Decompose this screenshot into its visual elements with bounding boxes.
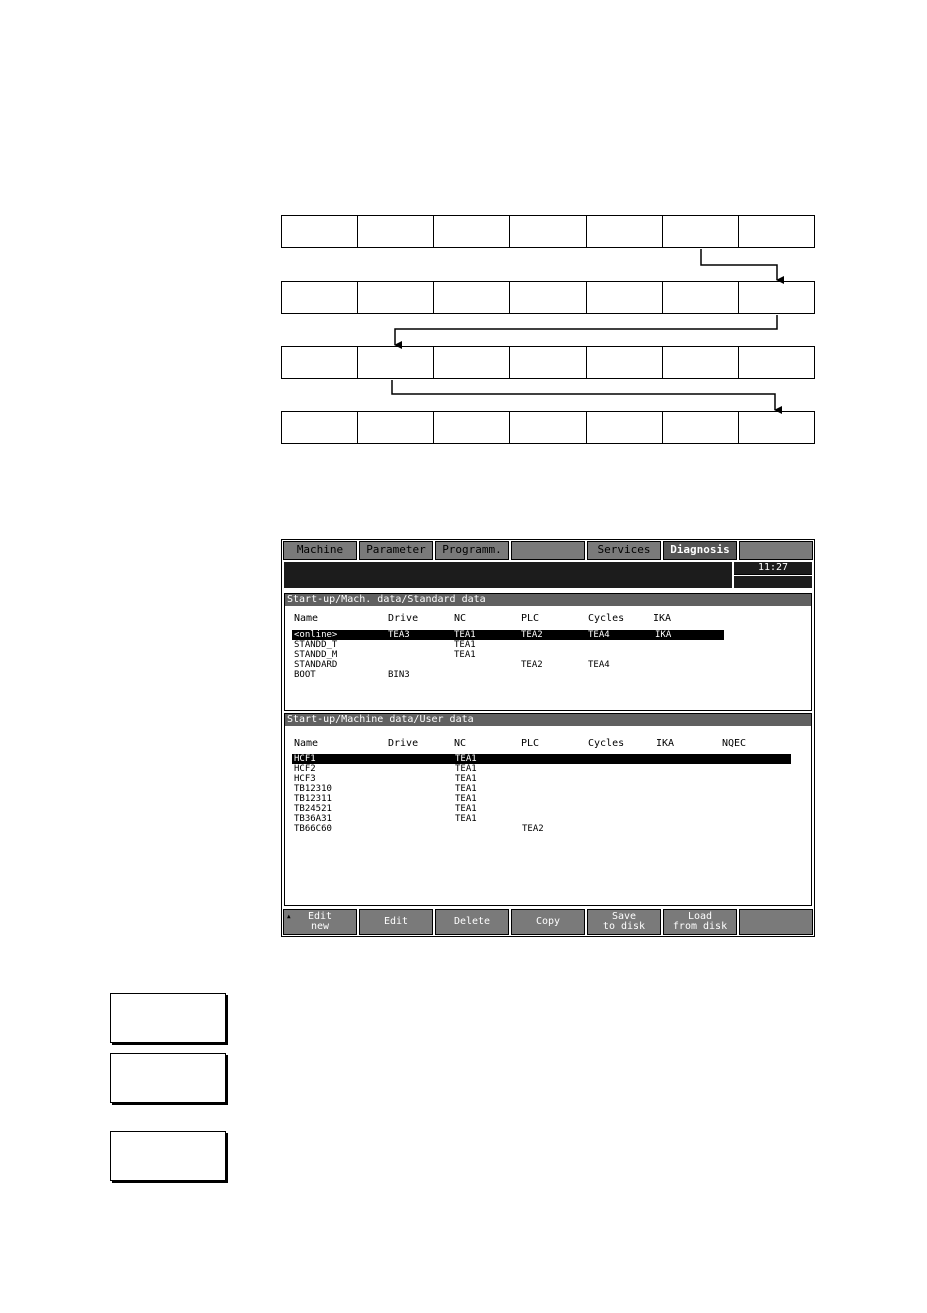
cell-drive: TEA3: [388, 630, 410, 640]
softkey-cell: [510, 282, 586, 313]
softkey-delete[interactable]: [435, 909, 509, 935]
softkey-row-1: [281, 215, 815, 248]
col-header-nc: NC: [454, 738, 467, 749]
softkey-cell: [587, 216, 663, 247]
col-header-name: Name: [294, 738, 319, 749]
softkey-bar: [282, 909, 814, 936]
cell-ika: IKA: [655, 630, 672, 640]
cell-name: TB12310: [294, 784, 332, 794]
col-header-name: Name: [294, 613, 319, 624]
softkey-cell: [663, 347, 739, 378]
arrow-1: [701, 249, 777, 280]
table-row[interactable]: [285, 814, 811, 824]
softkey-label: Edit new: [307, 911, 333, 932]
cell-drive: BIN3: [388, 670, 410, 680]
cell-nc: TEA1: [455, 754, 477, 764]
col-header-plc: PLC: [521, 613, 540, 624]
table-row[interactable]: [285, 774, 811, 784]
arrow-2: [395, 315, 777, 345]
tab-empty-2[interactable]: [739, 541, 813, 560]
softkey-cell: [663, 282, 739, 313]
table-row[interactable]: [285, 784, 811, 794]
panel-title: Start-up/Mach. data/Standard data: [285, 594, 811, 606]
cell-nc: TEA1: [455, 774, 477, 784]
col-header-cycles: Cycles: [588, 738, 625, 749]
softkey-cell: [663, 216, 739, 247]
table-row[interactable]: [285, 824, 811, 834]
table-row[interactable]: [285, 754, 811, 764]
col-header-drive: Drive: [388, 613, 419, 624]
arrow-3: [392, 380, 775, 410]
clock-display: 11:27: [734, 562, 812, 574]
table-row[interactable]: [285, 640, 811, 650]
tab-programm[interactable]: Programm.: [435, 541, 509, 560]
softkey-row-3: [281, 346, 815, 379]
cnc-screen: [281, 539, 815, 937]
col-header-drive: Drive: [388, 738, 419, 749]
softkey-edit-new[interactable]: [283, 909, 357, 935]
menu-tabs: [282, 540, 814, 560]
col-header-nqec: NQEC: [722, 738, 747, 749]
softkey-cell: [282, 347, 358, 378]
cell-nc: TEA1: [454, 640, 476, 650]
cell-plc: TEA2: [521, 660, 543, 670]
cell-nc: TEA1: [455, 794, 477, 804]
standard-data-panel: [284, 593, 812, 711]
table-row[interactable]: [285, 794, 811, 804]
cell-nc: TEA1: [455, 764, 477, 774]
cell-cycles: TEA4: [588, 660, 610, 670]
softkey-label: Load from disk: [672, 911, 728, 932]
softkey-row-2: [281, 281, 815, 314]
cell-name: STANDD_M: [294, 650, 338, 660]
panel-title: Start-up/Machine data/User data: [285, 714, 811, 726]
cell-name: BOOT: [294, 670, 316, 680]
cell-nc: TEA1: [455, 804, 477, 814]
softkey-cell: [587, 282, 663, 313]
softkey-cell: [510, 412, 586, 443]
cell-plc: TEA2: [522, 824, 544, 834]
col-header-ika: IKA: [656, 738, 675, 749]
cell-name: TB24521: [294, 804, 332, 814]
softkey-label: Delete: [453, 916, 491, 927]
cell-name: <online>: [294, 630, 338, 640]
table-row[interactable]: [285, 764, 811, 774]
softkey-cell: [434, 216, 510, 247]
softkey-cell: [358, 412, 434, 443]
cell-name: HCF1: [294, 754, 316, 764]
col-header-nc: NC: [454, 613, 467, 624]
softkey-cell: [358, 216, 434, 247]
softkey-cell: [510, 347, 586, 378]
cell-name: TB36A31: [294, 814, 332, 824]
table-row[interactable]: [285, 670, 811, 680]
softkey-cell: [663, 412, 739, 443]
table-row[interactable]: [285, 630, 811, 640]
softkey-cell: [739, 282, 814, 313]
softkey-copy[interactable]: [511, 909, 585, 935]
softkey-cell: [739, 412, 814, 443]
table-row[interactable]: [285, 650, 811, 660]
tab-empty-1[interactable]: [511, 541, 585, 560]
softkey-label: Copy: [535, 916, 561, 927]
col-header-plc: PLC: [521, 738, 540, 749]
softkey-edit[interactable]: [359, 909, 433, 935]
softkey-cell: [510, 216, 586, 247]
cell-nc: TEA1: [454, 650, 476, 660]
cell-nc: TEA1: [455, 814, 477, 824]
table-row[interactable]: [285, 804, 811, 814]
cell-name: HCF3: [294, 774, 316, 784]
cell-name: TB66C60: [294, 824, 332, 834]
user-data-panel: [284, 713, 812, 906]
softkey-cell: [282, 412, 358, 443]
cell-name: STANDD_T: [294, 640, 338, 650]
cell-nc: TEA1: [455, 784, 477, 794]
cell-nc: TEA1: [454, 630, 476, 640]
cell-name: STANDARD: [294, 660, 338, 670]
softkey-cell: [434, 347, 510, 378]
tab-machine[interactable]: Machine: [283, 541, 357, 560]
softkey-cell: [587, 347, 663, 378]
cell-name: HCF2: [294, 764, 316, 774]
status-field: [734, 576, 812, 588]
softkey-cell: [358, 282, 434, 313]
softkey-cell: [739, 347, 814, 378]
col-header-ika: IKA: [653, 613, 672, 624]
softkey-cell: [282, 282, 358, 313]
col-header-cycles: Cycles: [588, 613, 625, 624]
key-box-2[interactable]: [110, 1053, 226, 1103]
key-box-1[interactable]: [110, 993, 226, 1043]
softkey-empty[interactable]: [739, 909, 813, 935]
softkey-cell: [434, 282, 510, 313]
selection-highlight: [292, 754, 791, 764]
softkey-cell: [434, 412, 510, 443]
tab-services[interactable]: Services: [587, 541, 661, 560]
cell-plc: TEA2: [521, 630, 543, 640]
softkey-save-to-disk[interactable]: [587, 909, 661, 935]
tab-parameter[interactable]: Parameter: [359, 541, 433, 560]
softkey-load-from-disk[interactable]: [663, 909, 737, 935]
softkey-marker-icon: ▲: [287, 913, 291, 920]
softkey-cell: [587, 412, 663, 443]
softkey-cell: [739, 216, 814, 247]
divider: [734, 574, 812, 575]
softkey-label: Save to disk: [602, 911, 646, 932]
message-bar: [284, 562, 732, 588]
tab-diagnosis[interactable]: Diagnosis: [663, 541, 737, 560]
table-row[interactable]: [285, 660, 811, 670]
softkey-label: Edit: [383, 916, 409, 927]
cell-name: TB12311: [294, 794, 332, 804]
softkey-cell: [282, 216, 358, 247]
cell-cycles: TEA4: [588, 630, 610, 640]
softkey-row-4: [281, 411, 815, 444]
key-box-3[interactable]: [110, 1131, 226, 1181]
softkey-cell: [358, 347, 434, 378]
